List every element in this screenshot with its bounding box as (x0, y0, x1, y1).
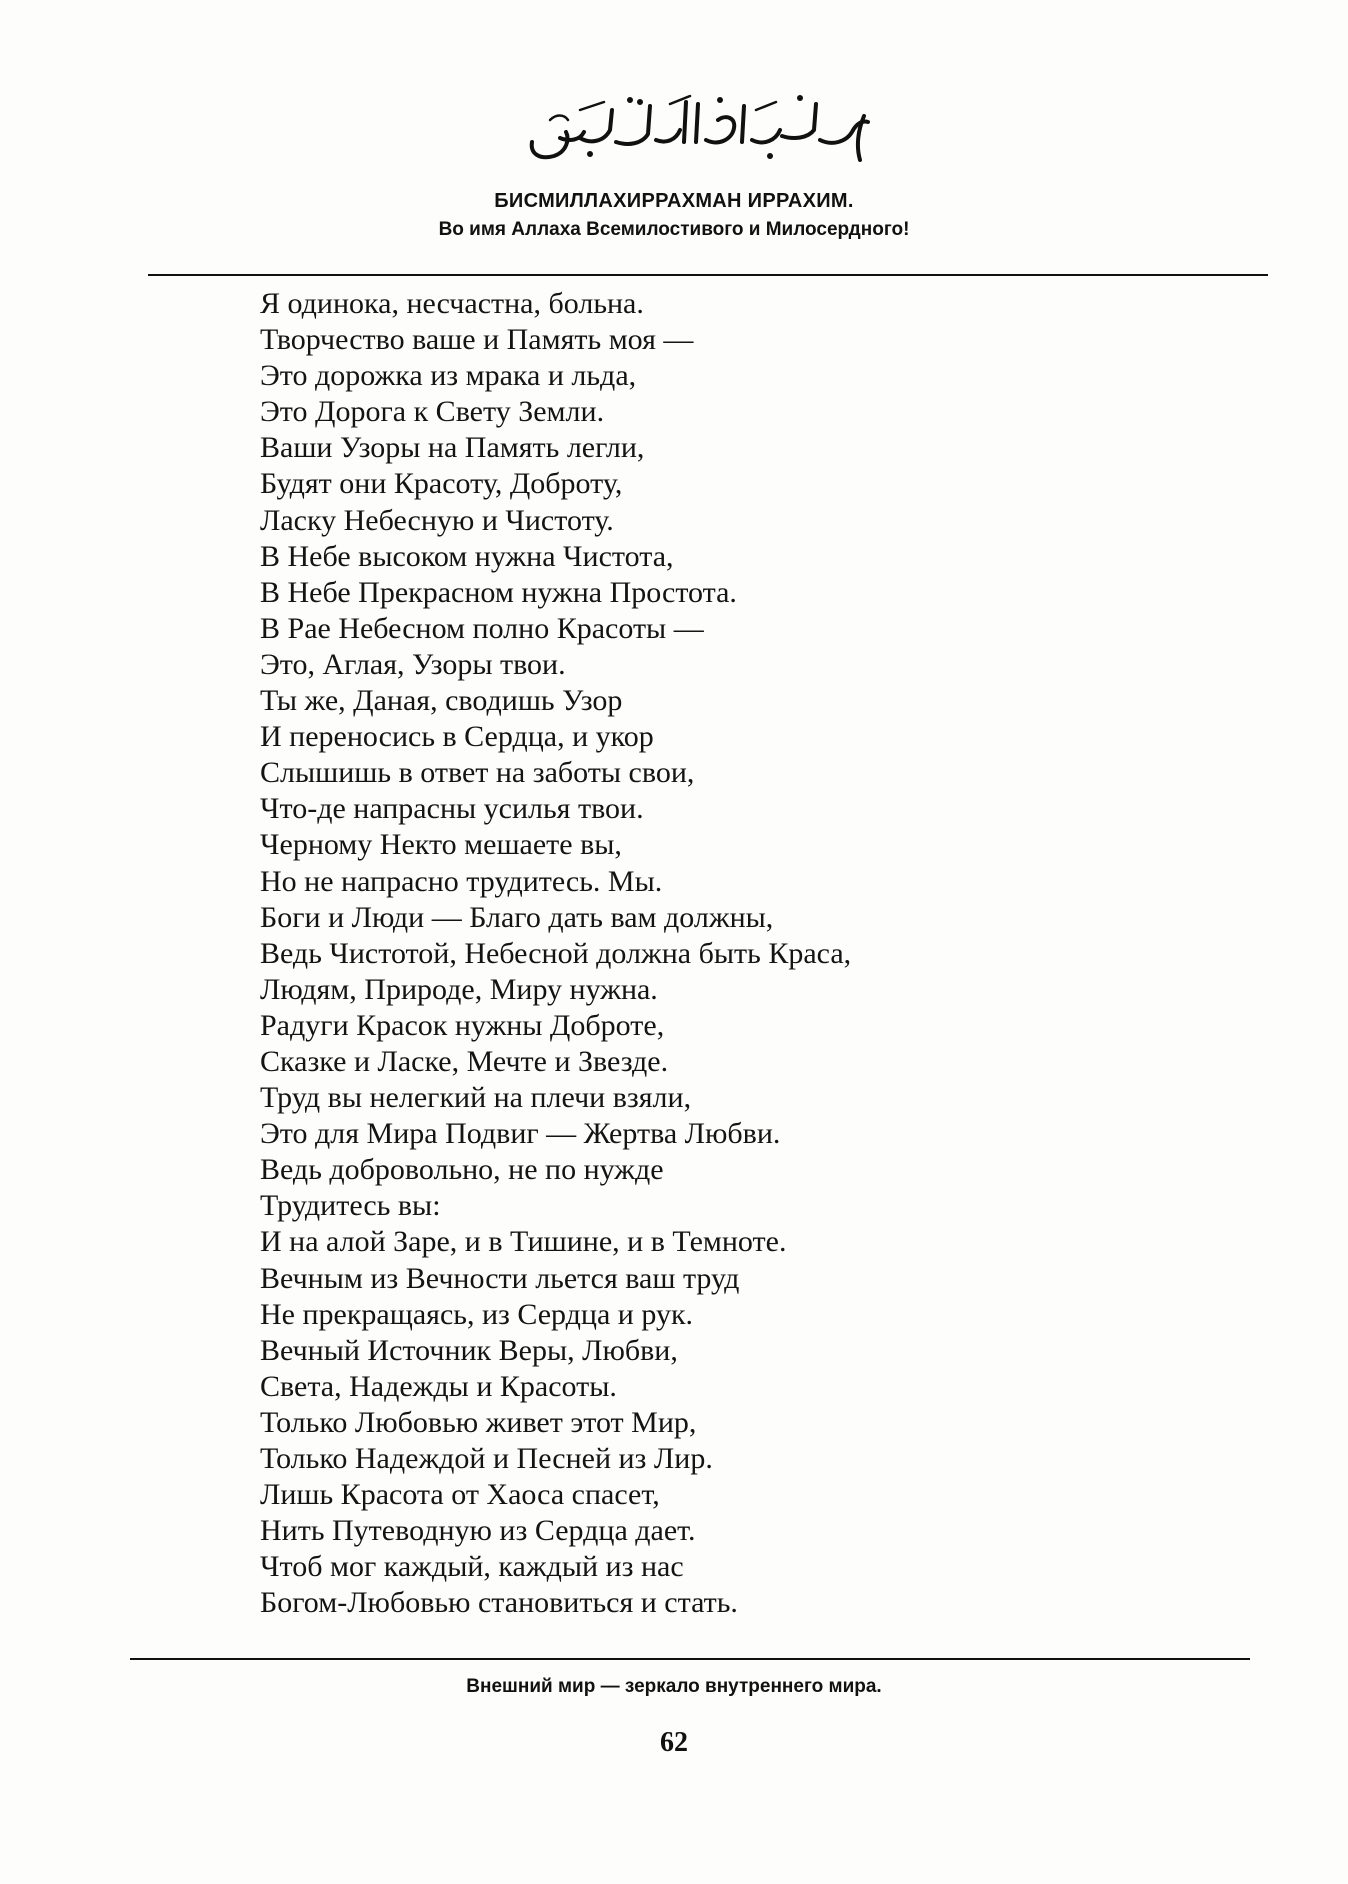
poem-line: Черному Некто мешаете вы, (260, 828, 622, 862)
poem-line: Ласку Небесную и Чистоту. (260, 503, 614, 537)
poem-line: Только Надеждой и Песней из Лир. (260, 1442, 713, 1475)
poem-line: Это Дорога к Свету Земли. (260, 395, 605, 429)
bismillah-calligraphy (520, 80, 880, 180)
poem-line: Света, Надежды и Красоты. (260, 1369, 617, 1403)
poem-line: Слышишь в ответ на заботы свои, (260, 756, 695, 790)
poem-line: Ведь Чистотой, Небесной должна быть Краса, (260, 936, 852, 970)
poem-line: И переносись в Сердца, и укор (260, 720, 654, 754)
poem-line: Это, Аглая, Узоры твои. (260, 647, 566, 681)
poem-line: В Небе высоком нужна Чистота, (260, 539, 674, 573)
poem-line: Трудитесь вы: (260, 1189, 441, 1223)
poem-line: Чтоб мог каждый, каждый из нас (260, 1550, 684, 1584)
footer-motto: Внешний мир — зеркало внутреннего мира. (466, 1676, 882, 1697)
poem-line: В Рае Небесном полно Красоты — (260, 611, 704, 645)
poem-line: Ваши Узоры на Память легли, (260, 431, 645, 465)
poem-line: Вечным из Вечности льется ваш труд (260, 1261, 740, 1295)
page-number: 62 (660, 1727, 688, 1758)
poem-line: В Небе Прекрасном нужна Простота. (260, 575, 737, 609)
poem-line: Вечный Источник Веры, Любви, (260, 1333, 678, 1367)
poem-line: Что-де напрасны усилья твои. (260, 792, 644, 826)
poem-line: Я одинока, несчастна, больна. (260, 287, 644, 320)
poem-line: Это дорожка из мрака и льда, (260, 359, 637, 393)
header-divider (148, 274, 1268, 276)
poem-line: Нить Путеводную из Сердца дает. (260, 1514, 696, 1548)
footer-divider (130, 1658, 1250, 1660)
bismillah-title: БИСМИЛЛАХИРРАХМАН ИРРАХИМ. (494, 190, 854, 212)
poem-line: Сказке и Ласке, Мечте и Звезде. (260, 1044, 669, 1078)
poem-line: Будят они Красоту, Доброту, (260, 467, 623, 501)
poem-line: Боги и Люди — Благо дать вам должны, (260, 900, 774, 934)
poem-line: Только Любовью живет этот Мир, (260, 1405, 697, 1439)
poem-line: Людям, Природе, Миру нужна. (260, 972, 658, 1006)
poem-line: Не прекращаясь, из Сердца и рук. (260, 1297, 694, 1331)
poem-line: Ведь добровольно, не по нужде (260, 1153, 664, 1187)
poem-line: Богом-Любовью становиться и стать. (260, 1586, 738, 1620)
poem-line: Ты же, Даная, сводишь Узор (260, 684, 623, 718)
bismillah-subtitle: Во имя Аллаха Всемилостивого и Милосердного! (438, 219, 910, 240)
poem-line: Лишь Красота от Хаоса спасет, (260, 1478, 660, 1512)
poem-line: И на алой Заре, и в Тишине, и в Темноте. (260, 1225, 787, 1259)
poem-line: Это для Мира Подвиг — Жертва Любви. (260, 1117, 781, 1151)
poem-line: Творчество ваше и Память моя — (260, 323, 694, 357)
poem-line: Радуги Красок нужны Доброте, (260, 1008, 665, 1042)
poem-line: Но не напрасно трудитесь. Мы. (260, 864, 663, 898)
poem-body (260, 286, 1040, 1621)
poem-line: Труд вы нелегкий на плечи взяли, (260, 1081, 692, 1115)
